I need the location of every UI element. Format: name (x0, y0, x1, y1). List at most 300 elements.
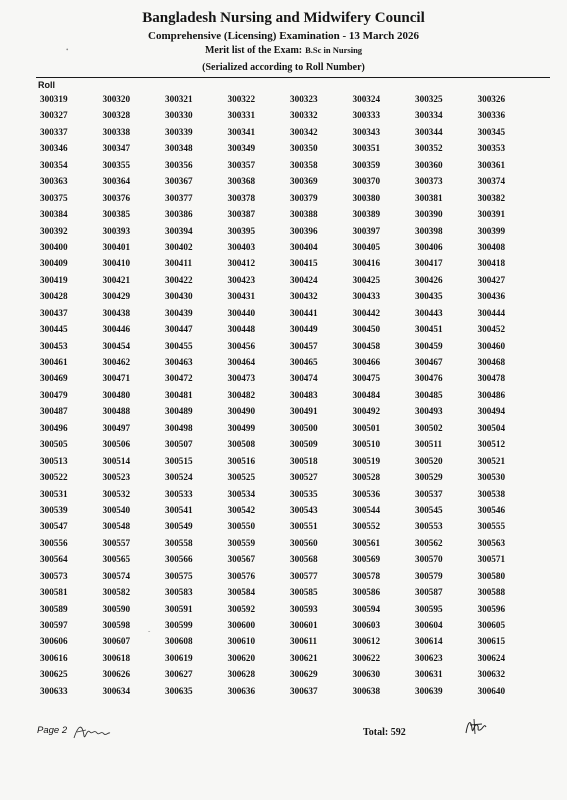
signature-right-icon (462, 715, 490, 739)
roll-number-cell: 300447 (165, 324, 193, 335)
table-row (40, 584, 540, 600)
roll-column-header: Roll (38, 80, 55, 90)
roll-number-cell: 300437 (40, 307, 68, 318)
roll-number-cell: 300493 (415, 406, 443, 417)
roll-number-cell: 300551 (290, 521, 318, 532)
roll-number-cell: 300485 (415, 389, 443, 400)
roll-number-cell: 300619 (165, 652, 193, 663)
roll-number-cell: 300618 (102, 652, 131, 663)
table-row (40, 223, 540, 239)
roll-number-cell: 300446 (102, 324, 131, 335)
roll-number-cell: 300610 (227, 636, 256, 647)
roll-number-cell: 300460 (477, 340, 506, 351)
roll-number-cell: 300409 (40, 258, 68, 269)
roll-number-cell: 300549 (165, 521, 193, 532)
roll-number-cell: 300443 (415, 307, 443, 318)
table-row (40, 354, 540, 370)
merit-label: Merit list of the Exam: (204, 45, 303, 56)
roll-number-cell: 300424 (290, 274, 318, 285)
roll-number-cell: 300347 (102, 143, 131, 154)
roll-number-cell: 300333 (352, 110, 381, 121)
roll-number-cell: 300543 (290, 504, 318, 515)
roll-number-cell: 300566 (165, 554, 193, 565)
roll-number-cell: 300545 (415, 504, 443, 515)
roll-number-cell: 300487 (40, 406, 68, 417)
roll-number-cell: 300368 (227, 176, 256, 187)
merit-list-line (0, 45, 567, 56)
roll-number-cell: 300369 (290, 176, 318, 187)
roll-number-cell: 300569 (352, 554, 381, 565)
roll-number-cell: 300562 (415, 537, 443, 548)
roll-number-cell: 300508 (227, 439, 256, 450)
roll-number-cell: 300339 (165, 126, 193, 137)
roll-number-cell: 300521 (477, 455, 506, 466)
roll-number-cell: 300630 (352, 669, 381, 680)
roll-number-cell: 300491 (290, 406, 318, 417)
roll-number-cell: 300428 (40, 291, 68, 302)
roll-number-cell: 300465 (290, 357, 318, 367)
roll-number-cell: 300620 (227, 652, 256, 663)
roll-number-cell: 300370 (352, 176, 381, 187)
table-row (40, 370, 540, 386)
table-row (40, 321, 540, 337)
roll-number-cell: 300355 (102, 159, 131, 170)
program-name: B.Sc in Nursing (305, 45, 363, 55)
roll-number-cell: 300536 (352, 488, 381, 499)
roll-number-cell: 300541 (165, 504, 193, 515)
roll-number-cell: 300467 (415, 357, 443, 367)
roll-number-cell: 300390 (415, 209, 443, 220)
roll-number-cell: 300402 (165, 241, 193, 252)
roll-number-cell: 300614 (415, 636, 443, 647)
roll-number-cell: 300588 (477, 587, 506, 598)
roll-number-cell: 300625 (40, 669, 68, 680)
roll-number-cell: 300419 (40, 274, 68, 285)
roll-number-cell: 300426 (415, 274, 443, 285)
roll-number-cell: 300474 (290, 373, 318, 384)
roll-number-cell: 300522 (40, 472, 68, 483)
roll-number-cell: 300464 (227, 357, 256, 367)
roll-number-cell: 300430 (165, 291, 193, 302)
roll-number-cell: 300328 (102, 110, 131, 121)
roll-number-cell: 300472 (165, 373, 193, 384)
roll-number-cell: 300591 (165, 603, 193, 614)
roll-number-cell: 300535 (290, 488, 318, 499)
roll-number-cell: 300537 (415, 488, 443, 499)
table-row (40, 601, 540, 617)
roll-number-cell: 300427 (477, 274, 506, 285)
table-row (40, 486, 540, 502)
roll-number-cell: 300478 (477, 373, 506, 384)
roll-number-cell: 300589 (40, 603, 68, 614)
roll-number-cell: 300594 (352, 603, 381, 614)
roll-number-cell: 300616 (40, 652, 68, 663)
table-row (40, 683, 540, 699)
roll-number-cell: 300423 (227, 274, 256, 285)
roll-number-cell: 300497 (102, 422, 131, 433)
roll-number-cell: 300415 (290, 258, 318, 269)
roll-number-cell: 300600 (227, 620, 256, 630)
roll-number-cell: 300527 (290, 472, 318, 483)
roll-number-cell: 300593 (290, 603, 318, 614)
roll-number-cell: 300628 (227, 669, 256, 680)
roll-number-cell: 300367 (165, 176, 193, 187)
roll-number-cell: 300596 (477, 603, 506, 614)
roll-number-cell: 300471 (102, 373, 131, 384)
roll-number-cell: 300349 (227, 143, 256, 154)
roll-number-cell: 300380 (352, 192, 381, 203)
roll-number-cell: 300627 (165, 669, 193, 680)
roll-number-cell: 300404 (290, 241, 318, 252)
roll-number-cell: 300480 (102, 389, 131, 400)
roll-number-cell: 300490 (227, 406, 256, 417)
roll-number-cell: 300334 (415, 110, 443, 121)
roll-number-cell: 300561 (352, 537, 381, 548)
council-title: Bangladesh Nursing and Midwifery Council (142, 10, 425, 26)
roll-number-cell: 300573 (40, 570, 68, 581)
roll-number-cell: 300532 (102, 488, 131, 499)
roll-number-cell: 300638 (352, 685, 381, 696)
roll-number-cell: 300433 (352, 291, 381, 302)
roll-number-cell: 300431 (227, 291, 256, 302)
page-number: Page 2 (37, 725, 68, 736)
roll-number-cell: 300320 (102, 94, 131, 104)
roll-number-cell: 300576 (227, 570, 256, 581)
roll-number-cell: 300601 (290, 620, 318, 630)
roll-number-cell: 300592 (227, 603, 256, 614)
roll-number-cell: 300539 (40, 504, 68, 515)
roll-number-cell: 300587 (415, 587, 443, 598)
roll-number-cell: 300348 (165, 143, 193, 154)
roll-number-cell: 300393 (102, 225, 131, 236)
table-row (40, 453, 540, 469)
roll-number-cell: 300373 (415, 176, 443, 187)
roll-number-cell: 300322 (227, 94, 256, 104)
roll-number-cell: 300496 (40, 422, 68, 433)
roll-number-cell: 300456 (227, 340, 256, 351)
roll-number-cell: 300381 (415, 192, 443, 203)
roll-number-cell: 300435 (415, 291, 443, 302)
roll-number-cell: 300615 (477, 636, 506, 647)
roll-number-cell: 300499 (227, 422, 256, 433)
roll-number-cell: 300345 (477, 126, 506, 137)
roll-number-cell: 300350 (290, 143, 318, 154)
roll-number-cell: 300524 (165, 472, 193, 483)
roll-number-cell: 300581 (40, 587, 68, 598)
roll-number-cell: 300377 (165, 192, 193, 203)
roll-number-cell: 300492 (352, 406, 381, 417)
roll-number-cell: 300451 (415, 324, 443, 335)
roll-number-cell: 300482 (227, 389, 256, 400)
roll-number-cell: 300518 (290, 455, 318, 466)
roll-number-cell: 300394 (165, 225, 193, 236)
scan-speck-icon: • (66, 46, 69, 54)
roll-number-cell: 300338 (102, 126, 131, 137)
roll-number-cell: 300441 (290, 307, 318, 318)
roll-number-cell: 300406 (415, 241, 443, 252)
roll-number-cell: 300579 (415, 570, 443, 581)
roll-number-cell: 300586 (352, 587, 381, 598)
table-row (40, 535, 540, 551)
roll-number-cell: 300547 (40, 521, 68, 532)
table-row (40, 190, 540, 206)
roll-number-cell: 300637 (290, 685, 318, 696)
roll-number-cell: 300353 (477, 143, 506, 154)
roll-number-cell: 300425 (352, 274, 381, 285)
roll-number-cell: 300484 (352, 389, 381, 400)
roll-number-cell: 300352 (415, 143, 443, 154)
roll-number-cell: 300379 (290, 192, 318, 203)
roll-number-cell: 300408 (477, 241, 506, 252)
roll-number-cell: 300583 (165, 587, 193, 598)
roll-number-cell: 300384 (40, 209, 68, 220)
exam-subtitle: Comprehensive (Licensing) Examination - 13 March 2026 (148, 30, 419, 42)
roll-number-cell: 300507 (165, 439, 193, 450)
roll-number-cell: 300548 (102, 521, 131, 532)
roll-number-cell: 300331 (227, 110, 256, 121)
roll-number-cell: 300389 (352, 209, 381, 220)
roll-number-cell: 300321 (165, 94, 193, 104)
roll-number-cell: 300550 (227, 521, 256, 532)
roll-number-cell: 300584 (227, 587, 256, 598)
roll-number-cell: 300422 (165, 274, 193, 285)
roll-number-cell: 300513 (40, 455, 68, 466)
roll-number-cell: 300361 (477, 159, 506, 170)
roll-number-cell: 300454 (102, 340, 131, 351)
roll-number-cell: 300634 (102, 685, 131, 696)
signature-left-icon (72, 718, 112, 744)
roll-number-cell: 300396 (290, 225, 318, 236)
total-count: Total: 592 (363, 727, 406, 738)
roll-number-cell: 300486 (477, 389, 506, 400)
roll-number-cell: 300555 (477, 521, 506, 532)
roll-number-cell: 300511 (415, 439, 443, 450)
roll-number-cell: 300364 (102, 176, 131, 187)
roll-number-cell: 300570 (415, 554, 443, 565)
roll-number-cell: 300449 (290, 324, 318, 335)
roll-number-cell: 300374 (477, 176, 506, 187)
table-row (40, 255, 540, 271)
roll-number-cell: 300324 (352, 94, 381, 104)
table-row (40, 568, 540, 584)
table-row (40, 173, 540, 189)
roll-number-cell: 300459 (415, 340, 443, 351)
roll-number-cell: 300398 (415, 225, 443, 236)
roll-number-cell: 300533 (165, 488, 193, 499)
roll-number-cell: 300360 (415, 159, 443, 170)
roll-number-cell: 300385 (102, 209, 131, 220)
roll-number-cell: 300510 (352, 439, 381, 450)
roll-number-cell: 300387 (227, 209, 256, 220)
roll-number-cell: 300568 (290, 554, 318, 565)
roll-number-cell: 300563 (477, 537, 506, 548)
roll-number-cell: 300544 (352, 504, 381, 515)
roll-number-cell: 300452 (477, 324, 506, 335)
roll-number-cell: 300455 (165, 340, 193, 351)
roll-number-cell: 300565 (102, 554, 131, 565)
roll-number-cell: 300538 (477, 488, 506, 499)
roll-number-cell: 300341 (227, 126, 256, 137)
table-row (40, 551, 540, 567)
roll-number-cell: 300392 (40, 225, 68, 236)
table-row (40, 91, 540, 107)
table-row (40, 239, 540, 255)
roll-number-cell: 300346 (40, 143, 68, 154)
roll-number-cell: 300564 (40, 554, 68, 565)
table-row (40, 338, 540, 354)
roll-number-cell: 300343 (352, 126, 381, 137)
roll-number-cell: 300523 (102, 472, 131, 483)
table-row (40, 403, 540, 419)
roll-number-cell: 300351 (352, 143, 381, 154)
roll-number-cell: 300500 (290, 422, 318, 433)
roll-number-cell: 300574 (102, 570, 131, 581)
roll-number-cell: 300363 (40, 176, 68, 187)
roll-number-cell: 300337 (40, 126, 68, 137)
roll-number-cell: 300530 (477, 472, 506, 483)
roll-number-cell: 300359 (352, 159, 381, 170)
serialization-note: (Serialized according to Roll Number) (202, 62, 365, 73)
roll-number-cell: 300607 (102, 636, 131, 647)
table-row (40, 420, 540, 436)
roll-number-cell: 300458 (352, 340, 381, 351)
roll-number-cell: 300403 (227, 241, 256, 252)
roll-number-cell: 300603 (352, 620, 381, 630)
roll-number-cell: 300488 (102, 406, 131, 417)
roll-number-cell: 300400 (40, 241, 68, 252)
roll-number-cell: 300525 (227, 472, 256, 483)
roll-number-cell: 300445 (40, 324, 68, 335)
roll-number-grid (40, 91, 540, 699)
table-row (40, 206, 540, 222)
table-row (40, 469, 540, 485)
roll-number-cell: 300624 (477, 652, 506, 663)
table-row (40, 272, 540, 288)
roll-number-cell: 300501 (352, 422, 381, 433)
table-row (40, 107, 540, 123)
table-row (40, 305, 540, 321)
roll-number-cell: 300520 (415, 455, 443, 466)
roll-number-cell: 300466 (352, 357, 381, 367)
table-row (40, 650, 540, 666)
roll-number-cell: 300626 (102, 669, 131, 680)
roll-number-cell: 300410 (102, 258, 131, 269)
table-row (40, 518, 540, 534)
roll-number-cell: 300444 (477, 307, 506, 318)
roll-number-cell: 300506 (102, 439, 131, 450)
roll-number-cell: 300358 (290, 159, 318, 170)
table-row (40, 124, 540, 140)
roll-number-cell: 300418 (477, 258, 506, 269)
roll-number-cell: 300439 (165, 307, 193, 318)
roll-number-cell: 300606 (40, 636, 68, 647)
roll-number-cell: 300556 (40, 537, 68, 548)
roll-number-cell: 300595 (415, 603, 443, 614)
roll-number-cell: 300453 (40, 340, 68, 351)
roll-number-cell: 300509 (290, 439, 318, 450)
roll-number-cell: 300432 (290, 291, 318, 302)
roll-number-cell: 300336 (477, 110, 506, 121)
roll-number-cell: 300323 (290, 94, 318, 104)
roll-number-cell: 300559 (227, 537, 256, 548)
roll-number-cell: 300553 (415, 521, 443, 532)
roll-number-cell: 300512 (477, 439, 506, 450)
roll-number-cell: 300436 (477, 291, 506, 302)
roll-number-cell: 300326 (477, 94, 506, 104)
table-row (40, 288, 540, 304)
roll-number-cell: 300375 (40, 192, 68, 203)
roll-number-cell: 300571 (477, 554, 506, 565)
table-row (40, 436, 540, 452)
roll-number-cell: 300489 (165, 406, 193, 417)
scan-dash-icon: - (148, 627, 151, 635)
roll-number-cell: 300629 (290, 669, 318, 680)
roll-number-cell: 300540 (102, 504, 131, 515)
roll-number-cell: 300558 (165, 537, 193, 548)
roll-number-cell: 300469 (40, 373, 68, 384)
roll-number-cell: 300475 (352, 373, 381, 384)
roll-number-cell: 300412 (227, 258, 256, 269)
roll-number-cell: 300552 (352, 521, 381, 532)
roll-number-cell: 300622 (352, 652, 381, 663)
roll-number-cell: 300397 (352, 225, 381, 236)
roll-number-cell: 300421 (102, 274, 131, 285)
roll-number-cell: 300473 (227, 373, 256, 384)
roll-number-cell: 300319 (40, 94, 68, 104)
roll-number-cell: 300448 (227, 324, 256, 335)
roll-number-cell: 300378 (227, 192, 256, 203)
roll-number-cell: 300639 (415, 685, 443, 696)
roll-number-cell: 300519 (352, 455, 381, 466)
roll-number-cell: 300382 (477, 192, 506, 203)
roll-number-cell: 300411 (165, 258, 193, 269)
roll-number-cell: 300623 (415, 652, 443, 663)
roll-number-cell: 300344 (415, 126, 443, 137)
roll-number-cell: 300395 (227, 225, 256, 236)
roll-number-cell: 300357 (227, 159, 256, 170)
roll-number-cell: 300494 (477, 406, 506, 417)
roll-number-cell: 300461 (40, 357, 68, 367)
roll-number-cell: 300462 (102, 357, 131, 367)
roll-number-cell: 300483 (290, 389, 318, 400)
table-row (40, 157, 540, 173)
roll-number-cell: 300585 (290, 587, 318, 598)
roll-number-cell: 300502 (415, 422, 443, 433)
roll-number-cell: 300505 (40, 439, 68, 450)
roll-number-cell: 300401 (102, 241, 131, 252)
roll-number-cell: 300531 (40, 488, 68, 499)
roll-number-cell: 300516 (227, 455, 256, 466)
roll-number-cell: 300599 (165, 620, 193, 630)
roll-number-cell: 300416 (352, 258, 381, 269)
roll-number-cell: 300580 (477, 570, 506, 581)
roll-number-cell: 300546 (477, 504, 506, 515)
table-row (40, 502, 540, 518)
roll-number-cell: 300567 (227, 554, 256, 565)
roll-number-cell: 300514 (102, 455, 131, 466)
roll-number-cell: 300528 (352, 472, 381, 483)
roll-number-cell: 300463 (165, 357, 193, 367)
roll-number-cell: 300635 (165, 685, 193, 696)
roll-number-cell: 300327 (40, 110, 68, 121)
roll-number-cell: 300342 (290, 126, 318, 137)
roll-number-cell: 300529 (415, 472, 443, 483)
roll-number-cell: 300442 (352, 307, 381, 318)
roll-number-cell: 300612 (352, 636, 381, 647)
roll-number-cell: 300405 (352, 241, 381, 252)
roll-number-cell: 300332 (290, 110, 318, 121)
roll-number-cell: 300605 (477, 620, 506, 630)
